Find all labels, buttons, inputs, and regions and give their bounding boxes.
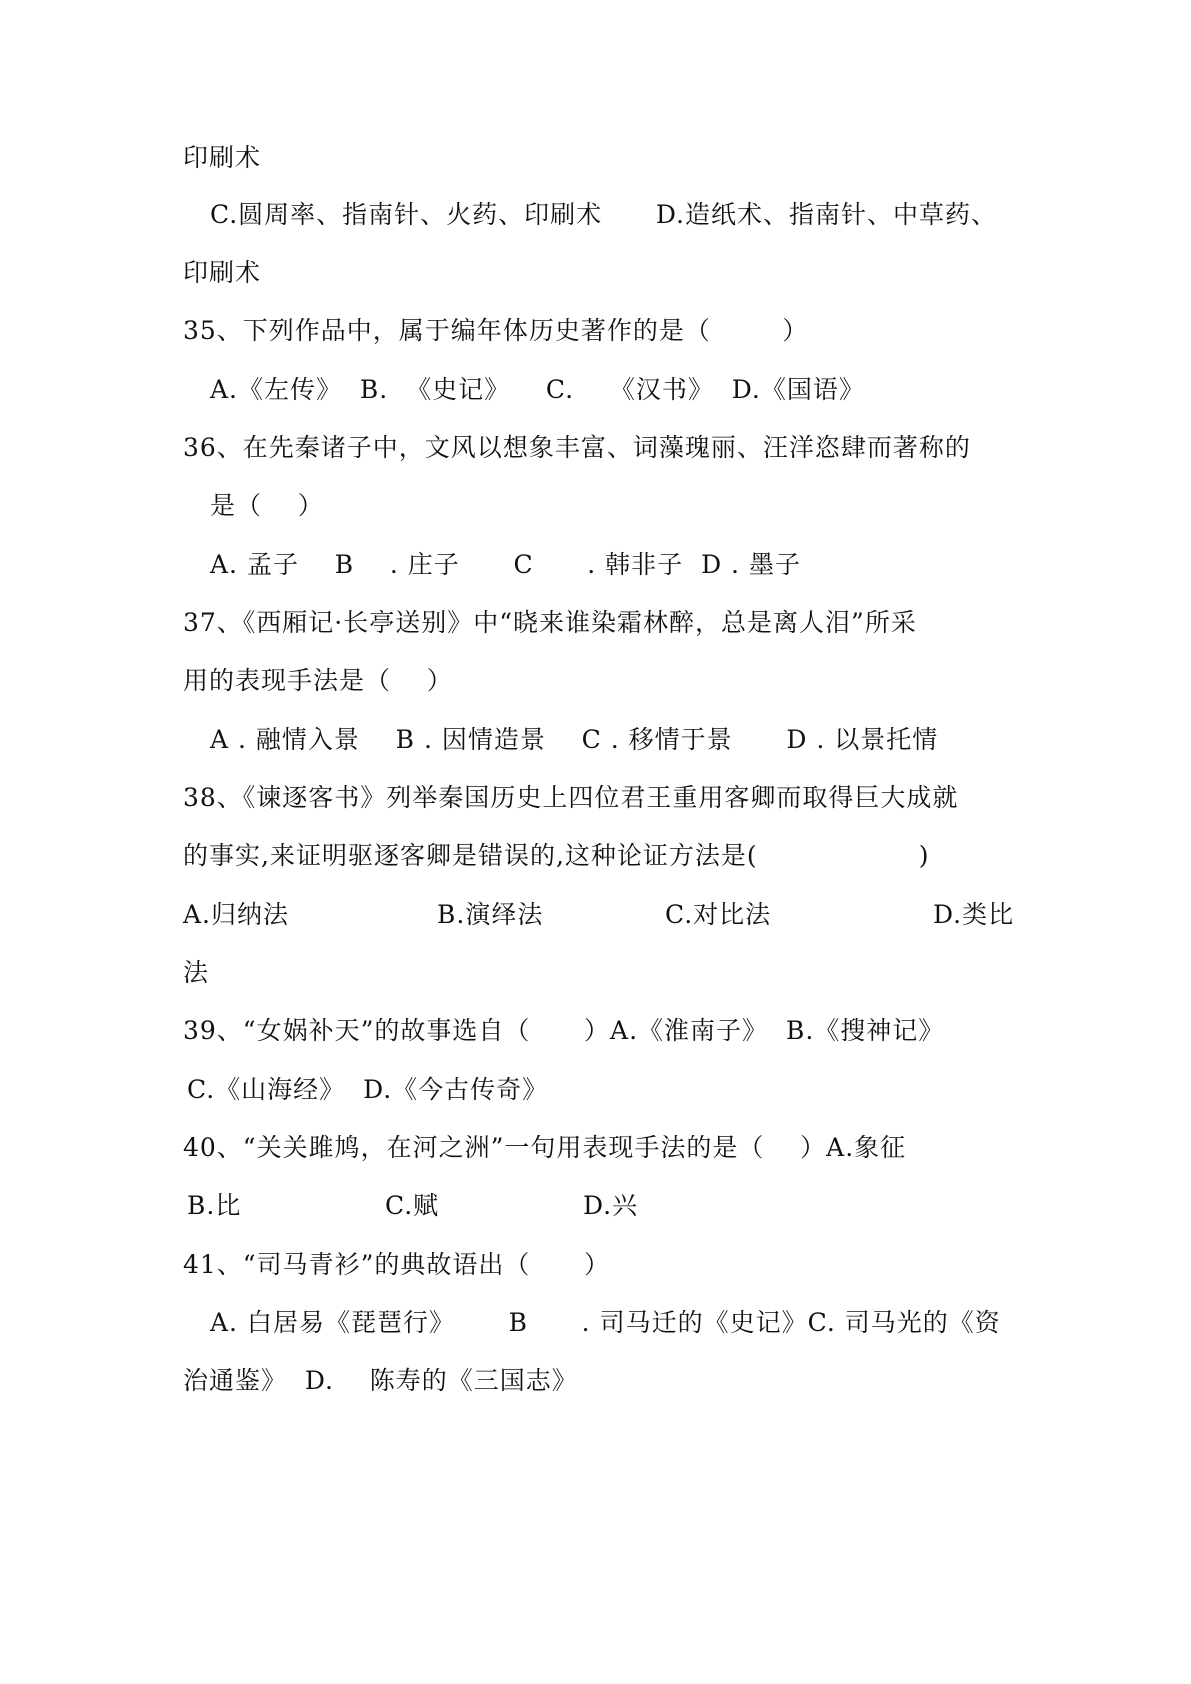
option-b: B.演绎法 (437, 900, 544, 929)
option-b: B.比 (187, 1191, 242, 1220)
option-c: C.对比法 (665, 900, 772, 929)
question-39-options-cont: C.《山海经》 D.《今古传奇》 (187, 1075, 549, 1104)
question-37-stem: 37、《西厢记·长亭送别》中“晓来谁染霜林醉，总是离人泪”所采 (183, 608, 917, 637)
option-d: D.兴 (583, 1191, 639, 1220)
question-40-stem: 40、“关关雎鸠，在河之洲”一句用表现手法的是（ ）A.象征 (183, 1133, 907, 1162)
question-37-options: A . 融情入景 B . 因情造景 C . 移情于景 D . 以景托情 (210, 725, 939, 754)
option-a: A.归纳法 (183, 900, 290, 929)
question-38-options-cont: 法 (183, 958, 210, 987)
question-35-options: A.《左传》 B. 《史记》 C. 《汉书》 D.《国语》 (210, 375, 865, 404)
question-34-options-cd: C.圆周率、指南针、火药、印刷术 D.造纸术、指南针、中草药、 (210, 200, 997, 229)
question-38-stem-cont: 的事实,来证明驱逐客卿是错误的,这种论证方法是( ) (183, 841, 930, 870)
question-41-options-cont: 治通鉴》 D. 陈寿的《三国志》 (183, 1366, 578, 1395)
text-line-3: 印刷术 (183, 258, 262, 287)
option-d: D.类比 (933, 900, 1015, 929)
question-35-stem: 35、下列作品中，属于编年体历史著作的是（ ） (183, 316, 809, 345)
option-c: C.赋 (385, 1191, 440, 1220)
question-38-stem: 38、《谏逐客书》列举秦国历史上四位君王重用客卿而取得巨大成就 (183, 783, 959, 812)
question-39-stem: 39、“女娲补天”的故事选自（ ）A.《淮南子》 B.《搜神记》 (183, 1016, 945, 1045)
question-41-stem: 41、“司马青衫”的典故语出（ ） (183, 1250, 611, 1279)
question-37-stem-cont: 用的表现手法是（ ） (183, 666, 453, 695)
question-36-stem: 36、在先秦诸子中，文风以想象丰富、词藻瑰丽、汪洋恣肆而著称的 (183, 433, 971, 462)
text-line-1: 印刷术 (183, 143, 262, 172)
question-36-options: A. 孟子 B . 庄子 C . 韩非子 D . 墨子 (210, 550, 801, 579)
question-38-options (183, 895, 1043, 935)
question-41-options: A. 白居易《琵琶行》 B . 司马迁的《史记》C. 司马光的《资 (210, 1308, 1001, 1337)
question-36-stem-cont: 是（ ） (210, 491, 324, 520)
question-40-options (187, 1186, 887, 1226)
